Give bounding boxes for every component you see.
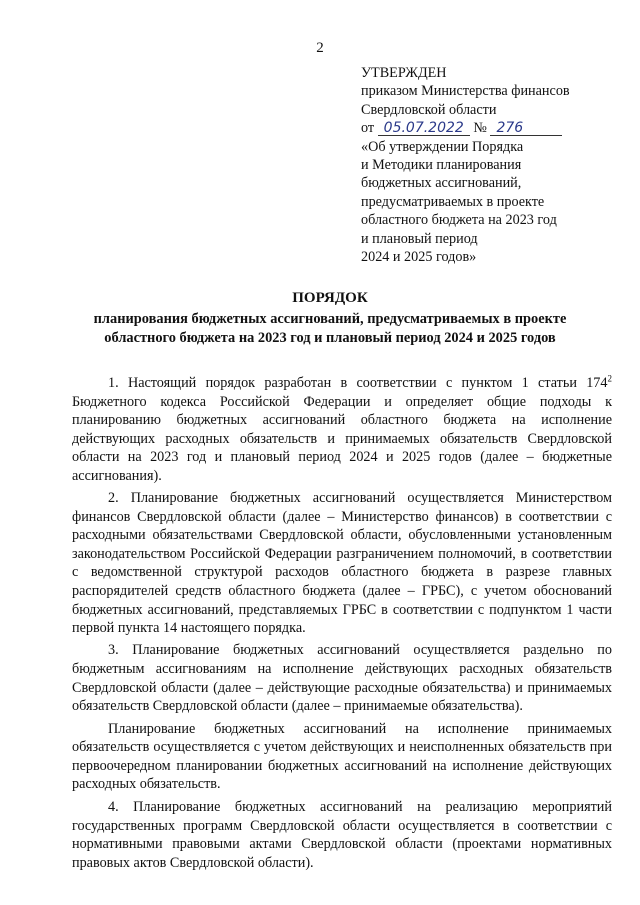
paragraph-text: Бюджетного кодекса Российской Федерации и определяет общие подходы к планированию бюджетных ассигнований областного бюджета на исполнение действующих расходных обязательств и принимаемых обязательств Свердловской области на 2023 год и плановый период 2024 и 2025 годов (далее – бюджетные ассигнования). xyxy=(72,393,612,484)
paragraph-text: 1. Настоящий порядок разработан в соответствии с пунктом 1 статьи 174 xyxy=(108,375,608,391)
approval-subject-line: бюджетных ассигнований, xyxy=(361,175,522,192)
document-title xyxy=(60,289,600,349)
handwritten-date: 05.07.2022 xyxy=(378,121,470,136)
approval-date-number-line xyxy=(361,119,611,137)
document-body xyxy=(72,374,612,876)
approval-region-line: Свердловской области xyxy=(361,101,497,118)
approval-subject-line: и Методики планирования xyxy=(361,157,522,174)
superscript: 2 xyxy=(607,373,612,384)
paragraph-4: 4. Планирование бюджетных ассигнований на реализацию мероприятий государственных программ Свердловской области осуществляется в соответствии с нормативными правовыми актами Свердловской области (проектами нормативных правовых актов Свердловской области). xyxy=(72,799,612,871)
document-heading: ПОРЯДОК xyxy=(292,290,368,306)
document-subtitle-line: областного бюджета на 2023 год и плановый период 2024 и 2025 годов xyxy=(104,330,556,347)
approval-subject-line: 2024 и 2025 годов» xyxy=(361,249,477,266)
approval-subject-line: и плановый период xyxy=(361,230,478,247)
approval-subject-line: областного бюджета на 2023 год xyxy=(361,212,557,229)
approval-order-line: приказом Министерства финансов xyxy=(361,83,570,100)
paragraph-3-continuation: Планирование бюджетных ассигнований на исполнение принимаемых обязательств осуществляется с учетом действующих и неисполненных обязательств при первоочередном планировании бюджетных ассигнований на исполнение действующих расходных обязательств. xyxy=(72,720,612,793)
paragraph-3: 3. Планирование бюджетных ассигнований осуществляется раздельно по бюджетным ассигнованиям на исполнение действующих расходных обязательств Свердловской области (далее – действующие расходные обязательства) и принимаемых обязательств Свердловской области (далее – принимаемые обязательства). xyxy=(72,642,612,715)
date-prefix: от xyxy=(361,120,375,137)
page-number: 2 xyxy=(316,40,324,56)
approval-title: УТВЕРЖДЕН xyxy=(361,65,447,81)
number-prefix: № xyxy=(473,120,487,137)
paragraph-2: 2. Планирование бюджетных ассигнований осуществляется Министерством финансов Свердловской области (далее – Министерство финансов) в соответствии с расходными обязательствами Свердловской области, обусловленными установленным законодательством Российской Федерации разграничением полномочий, в соответствии с ведомственной структурой расходов областного бюджета в разрезе главных распорядителей средств областного бюджета (далее – ГРБС), с учетом обоснований бюджетных ассигнований, представляемых ГРБС в соответствии с подпунктом 1 части первой пункта 14 настоящего порядка. xyxy=(72,490,612,637)
approval-subject-line: «Об утверждении Порядка xyxy=(361,138,524,155)
approval-subject-line: предусматриваемых в проекте xyxy=(361,193,545,210)
paragraph-1 xyxy=(72,374,612,486)
handwritten-number: 276 xyxy=(490,121,562,136)
document-subtitle-line: планирования бюджетных ассигнований, предусматриваемых в проекте xyxy=(93,310,567,327)
approval-stamp-block xyxy=(361,64,611,266)
